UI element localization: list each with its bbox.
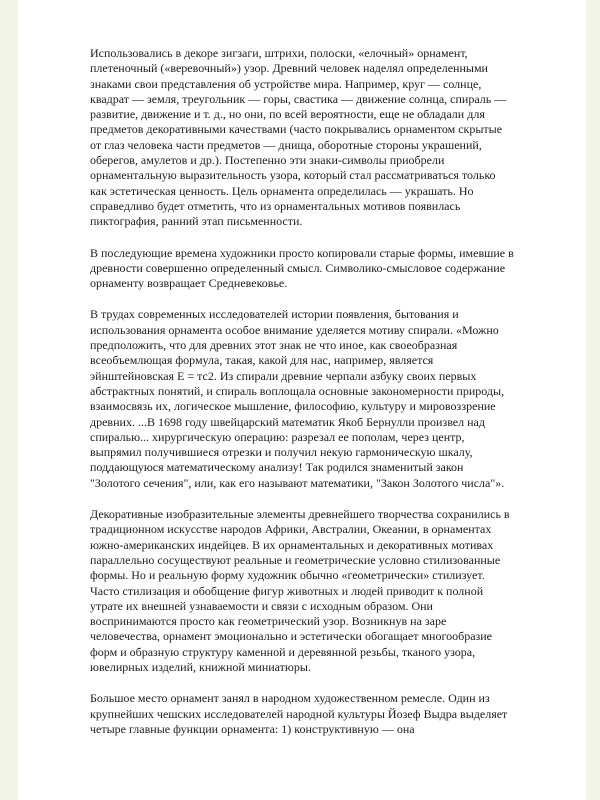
paragraph-5: Большое место орнамент занял в народном художественном ремесле. Один из крупнейших чешских исследователей народной культуры Йозеф Выдра выделяет четыре главные функции орнамента: 1) конструктивную — она: [90, 691, 508, 736]
right-margin: [586, 0, 600, 800]
paragraph-4: Декоративные изобразительные элементы древнейшего творчества сохранились в традиционном искусстве народов Африки, Австралии, Океании, в орнаментах южно-американских индейцев. В их орнаментальных и декоративных мотивах параллельно сосуществуют реальные и геометрические условно стилизованные формы. Но и реальную форму художник обычно «геометрически» стилизует. Часто стилизация и обобщение фигур животных и людей приводит к полной утрате их внешней узнаваемости и связи с исходным образом. Они воспринимаются просто как геометрический узор. Возникнув на заре человечества, орнамент эмоционально и эстетически обогащает многообразие форм и образную структуру каменной и деревянной резьбы, тканого узора, ювелирных изделий, книжной миниатюры.: [90, 507, 510, 674]
left-margin: [0, 0, 18, 800]
paragraph-1: Использовались в декоре зигзаги, штрихи, полоски, «елочный» орнамент, плетеночный («веревочный») узор. Древний человек наделял определенными знаками свои представления об устройстве мира. Например, круг — солнце, квадрат — земля, треугольник — горы, свастика — движение солнца, спираль — развитие, движение и т. д., но они, по всей вероятности, еще не обладали для предметов декоративными качествами (часто покрывались орнаментом скрытые от глаз человека части предметов — днища, оборотные стороны украшений, оберегов, амулетов и др.). Постепенно эти знаки-символы приобрели орнаментальную выразительность узора, который стал рассматриваться только как эстетическая ценность. Цель орнамента определилась — украшать. Но справедливо будет отметить, что из орнаментальных мотивов появилась пиктография, ранний этап письменности.: [90, 46, 507, 229]
document-page: [18, 0, 586, 800]
paragraph-3: В трудах современных исследователей истории появления, бытования и использования орнамента особое внимание уделяется мотиву спирали. «Можно предположить, что для древних этот знак не что иное, как своеобразная всеобъемлющая формула, такая, какой для нас, например, является эйнштейновская Е = тс2. Из спирали древние черпали азбуку своих первых абстрактных понятий, и спираль воплощала основные закономерности природы, взаимосвязь их, логическое мышление, философию, культуру и мировоззрение древних. ...В 1698 году швейцарский математик Якоб Бернулли произвел над спиралью... хирургическую операцию: разрезал ее пополам, через центр, выпрямил получившиеся отрезки и получил некую гармоническую шкалу, поддающуюся математическому анализу! Так родился знаменитый закон "Золотого сечения", или, как его называют математики, "Закон Золотого числа"».: [90, 307, 505, 490]
text-block: [90, 46, 514, 753]
paragraph-2: В последующие времена художники просто копировали старые формы, имевшие в древности совершенно определенный смысл. Символико-смысловое содержание орнаменту возвращает Средневековье.: [90, 245, 514, 291]
